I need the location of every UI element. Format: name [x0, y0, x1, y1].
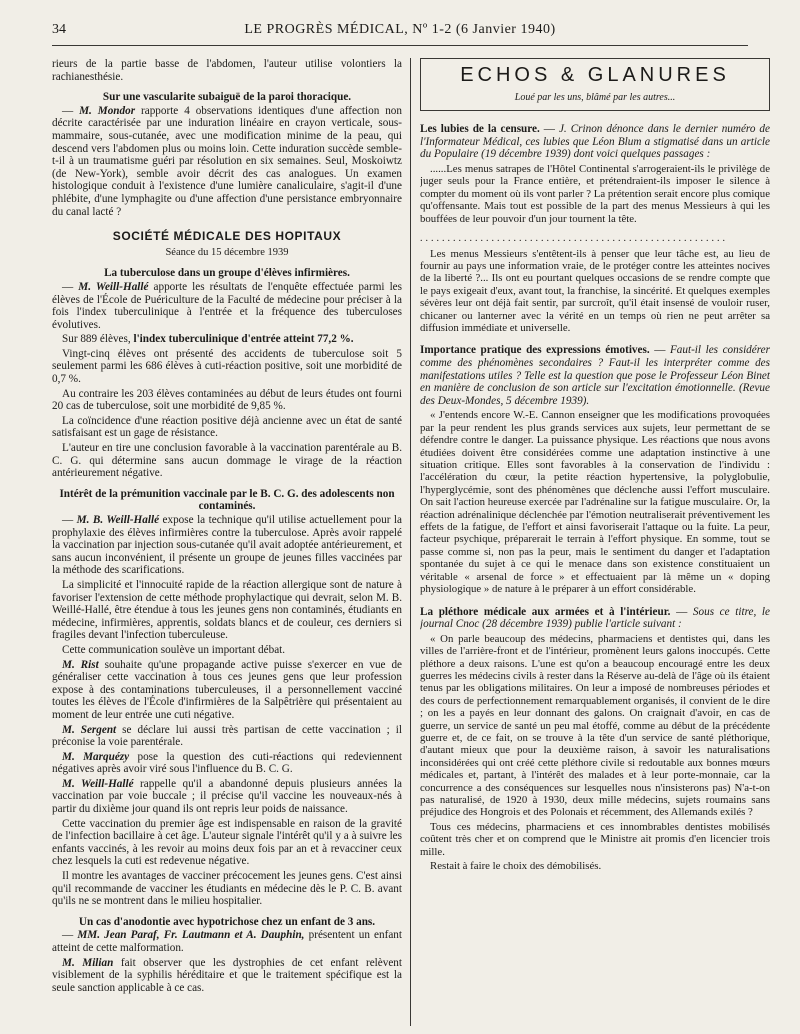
author-name: M. Mondor: [79, 104, 136, 117]
emotives-quote: « J'entends encore W.-E. Cannon enseigner que les modifications provoquées par la peur rendent les plus grands services aux sujets, leur permettant de se défendre contre le danger. La puissance physique. Les réactions que nous avons étudiées doivent être considérées comme une adaptation instinctive à une situation critique. Elles sont favorables à la conservation de l'individu : l'accélération du cœur, la petite réaction hypertensive, la polyglobulie, l'hyperglycémie, sont des phénomènes que déclenche aussi l'effort musculaire. On sait l'action heureuse exercée par l'adrénaline sur la fatigue musculaire. Or, la réaction adrénalinique déclenchée par l'émotion neutraliserait préventivement les effets de la fatigue, de l'effort et ainsi favoriserait l'attaque ou la fuite. La peur, facteur psychique, préparerait le terrain à l'effort physique. En somme, tout se passe comme si, non pas la peur, mais le sentiment du danger et l'adaptation spontanée du sujet à ce qui le menace dans son existence constituaient un véritable « arsenal de force » et effectuaient par là même un « doping physiologique » de nature à le préparer à un effort considérable.: [420, 409, 770, 596]
emotives-entry: Importance pratique des expressions émotives. — Faut-il les considérer comme des phénomènes secondaires ? Faut-il les interpréter comme des manifestations utiles ? Telle est la question que pose le Professeur Léon Binet en manière de conclusion de son article sur l'excitation émotionnelle. (Revue des Deux-Mondes, 5 décembre 1939). « J'entends encore W.-E. Cannon enseigner que les modifications provoquées par la peur rendent les plus grands services aux sujets, leur permettant de se défendre contre le danger. La puissance physique. Les réactions que nous avons étudiées doivent être considérées comme une adaptation instinctive à une situation critique. Elles sont favorables à la conservation de l'individu : l'accélération du cœur, la petite réaction hypertensive, la polyglobulie, l'hyperglycémie, sont des phénomènes que déclenche aussi l'effort musculaire. On sait l'action heureuse exercée par l'adrénaline sur la fatigue musculaire. Or, la réaction adrénalinique déclenchée par l'émotion neutraliserait préventivement les effets de la fatigue, de l'effort et ainsi favoriserait l'attaque ou la fuite. La peur, facteur psychique, préparerait le terrain à l'effort physique. En somme, tout se passe comme si, non pas la peur, mais le sentiment du danger et l'adaptation spontanée du sujet à ce qui le menace dans son existence constituaient un véritable « arsenal de force » et effectuaient par là même un « doping physiologique » de nature à le préparer à un effort considérable.: [420, 344, 770, 596]
vascularite-paragraph: — M. Mondor rapporte 4 observations identiques d'une affection non décrite caractérisée par une induration linéaire en crayon verticale, sous-mammaire, sous-cutanée, avec une modification minime de la peau, qui descend vers l'abdomen plus ou moins loin. Cette induration succède semble-t-il à un traumatisme guéri par résolution en six semaines. Seul, Moskoiwtz (de New-York), semble avoir décrit des cas analogues. Un examen histologique conduit à l'existence d'une lumière canaliculaire, s'agit-il d'une phlébite, d'une lymphagite ou d'une affection d'une persistance embryonnaire du canal lacté ?: [52, 104, 402, 218]
right-column: [420, 58, 770, 1026]
author-names: MM. Jean Paraf, Fr. Lautmann et A. Dauphin,: [77, 929, 305, 942]
running-head: [52, 22, 748, 42]
author-name: M. Weill-Hallé: [78, 280, 149, 293]
left-column: [52, 58, 402, 1026]
seance-date: Séance du 15 décembre 1939: [165, 246, 289, 258]
sergent-paragraph: M. Sergent se déclare lui aussi très partisan de cette vaccination ; il préconise la voie parentérale.: [52, 723, 402, 749]
intro-paragraph: rieurs de la partie basse de l'abdomen, l'auteur utilise volontiers la rachianesthésie.: [52, 58, 402, 83]
emotives-title: Importance pratique des expressions émotives.: [420, 344, 650, 357]
lubies-quote-1: ......Les menus satrapes de l'Hôtel Continental s'arrogeraient-ils le privilège de juger seuls pour la France entière, et prétendraient-ils imposer le silence à compter du moment où ils vont parler ? La prétention serait encore plus comique qu'offensante. Mais tout est possible de la part des menus Messieurs à qui les bouffées de leur pouvoir d'un jour tournent la tête.: [420, 162, 770, 225]
society-title: SOCIÉTÉ MÉDICALE DES HOPITAUX: [112, 229, 342, 244]
tuberculose-morbidity: Vingt-cinq élèves ont présenté des accidents de tuberculose soit 5 seulement parmi les 686 élèves à cuti-réaction positive, soit une morbidité de 0,7 %.: [52, 347, 402, 386]
ellipsis-divider: ........................................................: [420, 233, 728, 244]
rist-paragraph: M. Rist souhaite qu'une propagande active puisse s'exercer en vue de généraliser cette vaccination à tous ces jeunes gens que leur profession expose à des contaminations tuberculeuses, il a personnellement vacciné toutes les élèves de l'École d'infirmières de la Salpêtrière qui présentaient au moment de leur entrée une cuti négative.: [52, 658, 402, 721]
plethore-title: La pléthore médicale aux armées et à l'intérieur.: [420, 605, 671, 618]
journal-title: LE PROGRÈS MÉDICAL, Nº 1-2 (6 Janvier 1940): [244, 22, 556, 37]
plethore-intro: Sous ce titre, le journal Cnoc (28 décembre 1939) publie l'article suivant :: [420, 605, 770, 631]
author-name: M. B. Weill-Hallé: [76, 514, 160, 526]
tuberculose-index: Sur 889 élèves, l'index tuberculinique d'entrée atteint 77,2 %.: [62, 333, 354, 346]
vascularite-title: Sur une vascularite subaiguë de la paroi thoracique.: [102, 91, 352, 104]
tuberculose-coincidence: La coïncidence d'une réaction positive déjà ancienne avec un état de santé satisfaisant est un gage de résistance.: [52, 414, 402, 440]
premunition-debate: Cette communication soulève un important débat.: [62, 643, 286, 656]
plethore-dentists: Tous ces médecins, pharmaciens et ces innombrables dentistes mobilisés coûtent très cher et on comprend que le Ministre ait promis d'en licencier trois mille.: [420, 820, 770, 858]
vaccination-students: Il montre les avantages de vacciner précocement les jeunes gens. C'est ainsi qu'il recommande de vacciner les étudiants en médecine dès le P. C. B. avant qu'ils ne se montrent dans le milieu hospitalier.: [52, 870, 402, 908]
emotives-intro: Faut-il les considérer comme des phénomènes secondaires ? Faut-il les interpréter comme des manifestations utiles ? Telle est la question que pose le Professeur Léon Binet en manière de conclusion de son article sur l'excitation émotionnelle. (Revue des Deux-Mondes, 5 décembre 1939).: [420, 344, 770, 407]
lubies-title: Les lubies de la censure.: [420, 123, 540, 136]
vaccination-paragraph: Cette vaccination du premier âge est indispensable en raison de la gravité de l'infection bacillaire à cet âge. L'auteur signale l'intérêt qu'il y a à suivre les enfants vaccinés, à les revoir au moins deux fois par an et à revacciner ceux chez lesquels la cuti est redevenue négative.: [52, 817, 402, 868]
plethore-entry: La pléthore médicale aux armées et à l'intérieur. — Sous ce titre, le journal Cnoc (28 décembre 1939) publie l'article suivant : « On parle beaucoup des médecins, pharmaciens et dentistes qui, dans les villes de l'arrière-front et de l'intérieur, promènent leurs galons inoccupés. Cette pléthore a deux raisons. L'une est qu'on a beaucoup encouragé entre les deux guerres les médecins civils à rester dans la Réserve au-delà de l'âge où ils étaient tenus par les obligations militaires. On leur a imposé de nombreuses périodes et des cours de perfectionnement remarquablement organisés, il convient de le dire ; on les a payés en leur donnant des galons. On craignait d'avoir, en cas de guerre, un service de santé un peu mal étoffé, comme au début de la précédente guerre et, de ce fait, on se trouve à la tête d'un service de santé pléthorique, d'autant mieux que pour la deuxième raison, à savoir les naturalisations inconsidérées qui ont créé cette pléthore civile si redoutable aux bonnes mœurs médicales et, partant, à l'intérêt des malades et à leur porte-monnaie, car la concurrence a des conséquences sur lesquelles nous n'insisterons pas) N'a-t-on pas naturalisé, de 1920 à 1930, deux mille médecins, sujets roumains sans préjudice des Hongrois et des Polonais et récemment, des Allemands exilés ? Tous ces médecins, pharmaciens et ces innombrables dentistes mobilisés coûtent très cher et on comprend que le Ministre ait promis d'en licencier trois mille. Restait à faire le choix des démobilisés.: [420, 605, 770, 872]
column-separator: [410, 58, 411, 1026]
lubies-quote-2: Les menus Messieurs s'entêtent-ils à penser que leur tâche est, au lieu de fournir au pays une information vraie, de le protéger contre les atteintes nocives de la liberté ?... Ils ont eu pourtant quelques occasions de se rendre compte que le pays exigeait d'eux, avant tout, la franchise, la sincérité. Et quelques exemples sévères leur ont déjà fait sentir, par surcroît, qu'il était insensé de vouloir ruser, chicaner ou lanterner avec la vérité en un temps où rien ne peut arrêter sa diffusion immédiate et universelle.: [420, 247, 770, 335]
header-rule: [52, 45, 748, 46]
tuberculose-title: La tuberculose dans un groupe d'élèves infirmières.: [104, 267, 350, 280]
lubies-intro: J. Crinon dénonce dans le dernier numéro de l'Informateur Médical, ces lubies que Léon Blum a stigmatisé dans un article du Populaire (19 décembre 1939) dont voici quelques passages :: [420, 123, 770, 161]
tuberculose-conclusion: L'auteur en tire une conclusion favorable à la vaccination parentérale au B. C. G. qui détermine sans aucun dommage le virage de la réaction antérieurement négative.: [52, 442, 402, 480]
echos-header: [420, 58, 770, 111]
tuberculose-text: apporte les résultats de l'enquête effectuée parmi les élèves de l'École de Puériculture de la Faculté de médecine pour préciser à la fois l'index tuberculinique à l'entrée et la fréquence des tuberculoses évolutives.: [52, 280, 402, 331]
anodontie-title: Un cas d'anodontie avec hypotrichose chez un enfant de 3 ans.: [78, 915, 376, 928]
premunition-title: Intérêt de la prémunition vaccinale par le B. C. G. des adolescents non contaminés.: [59, 487, 395, 513]
tuberculose-paragraph: — M. Weill-Hallé apporte les résultats de l'enquête effectuée parmi les élèves de l'École de Puériculture de la Faculté de médecine pour préciser à la fois l'index tuberculinique à l'entrée et la fréquence des tuberculoses évolutives.: [52, 280, 402, 331]
weill-halle-paragraph: M. Weill-Hallé rappelle qu'il a abandonné depuis plusieurs années la vaccination par voie buccale ; il précise qu'il vaccine les nouveaux-nés à partir du dixième jour quand ils ont repris leur poids de naissance.: [52, 777, 402, 816]
vascularite-text: rapporte 4 observations identiques d'une affection non décrite caractérisée par une induration linéaire en crayon verticale, sous-mammaire, sous-cutanée, avec une modification minime de la peau, qui descend vers l'abdomen plus ou moins loin. Cette induration succède semble-t-il à un traumatisme guéri par résolution en six semaines. Seul, Moskoiwtz (de New-York), semble avoir décrit des cas analogues. Un examen histologique conduit à l'existence d'une lumière canaliculaire, s'agit-il d'une phlébite, d'une lymphagite ou d'une affection d'une persistance embryonnaire du canal lacté ?: [52, 104, 402, 218]
plethore-quote: « On parle beaucoup des médecins, pharmaciens et dentistes qui, dans les villes de l'arrière-front et de l'intérieur, promènent leurs galons inoccupés. Cette pléthore a deux raisons. L'une est qu'on a beaucoup encouragé entre les deux guerres les médecins civils à rester dans la Réserve au-delà de l'âge où ils étaient tenus par les obligations militaires. On leur a imposé de nombreuses périodes et des cours de perfectionnement remarquablement organisés, il convient de le dire ; on les a payés en leur donnant des galons. On craignait d'avoir, en cas de guerre, un service de santé un peu mal étoffé, comme au début de la précédente guerre et, de ce fait, on se trouve à la tête d'un service de santé pléthorique, d'autant mieux que pour la deuxième raison, à savoir les naturalisations inconsidérées qui ont créé cette pléthore civile si redoutable aux bonnes mœurs médicales et, partant, à l'intérêt des malades et à leur porte-monnaie, car la concurrence a des conséquences sur lesquelles nous n'insisterons pas) N'a-t-on pas naturalisé, de 1920 à 1930, deux mille médecins, sujets roumains sans préjudice des Hongrois et des Polonais et récemment, des Allemands exilés ?: [420, 632, 770, 819]
lubies-entry: Les lubies de la censure. — J. Crinon dénonce dans le dernier numéro de l'Informateur Médical, ces lubies que Léon Blum a stigmatisé dans un article du Populaire (19 décembre 1939) dont voici quelques passages : ......Les menus satrapes de l'Hôtel Continental s'arrogeraient-ils le privilège de juger seuls pour la France entière, et prétendraient-ils imposer le silence à compter du moment où ils vont parler ? La prétention serait encore plus comique qu'offensante. Mais tout est possible de la part des menus Messieurs à qui les bouffées de leur pouvoir d'un jour tournent la tête. ........................................................ Les menus Messieurs s'entêtent-ils à penser que leur tâche est, au lieu de fournir au pays une information vraie, de le protéger contre les atteintes nocives de la liberté ?... Ils ont eu pourtant quelques occasions de se rendre compte que le pays exigeait d'eux, avant tout, la franchise, la sincérité. Et quelques exemples sévères leur ont déjà fait sentir, par surcroît, qu'il était insensé de vouloir ruser, chicaner ou lanterner avec la vérité en un temps où rien ne peut arrêter sa diffusion immédiate et universelle.: [420, 123, 770, 335]
tuberculose-contaminated: Au contraire les 203 élèves contaminées au début de leurs études ont fourni 20 cas de tuberculose, soit une morbidité de 9,85 %.: [52, 387, 402, 413]
echos-subtitle: Loué par les uns, blâmé par les autres...: [514, 91, 676, 103]
anodontie-paragraph: — MM. Jean Paraf, Fr. Lautmann et A. Dauphin, présentent un enfant atteint de cette malformation.: [52, 929, 402, 954]
marquezy-paragraph: M. Marquézy pose la question des cuti-réactions qui redeviennent négatives après avoir viré sous l'influence du B. C. G.: [52, 750, 402, 776]
premunition-simplicity: La simplicité et l'innocuité rapide de la réaction allergique sont de nature à favoriser l'extension de cette méthode prophylactique qui devrait, selon M. B. Weillé-Hallé, être étendue à tous les jeunes gens non contaminés, étudiants en médecine, infirmières, apprentis, soldats blancs et de couleur, ces derniers si fragiles devant l'infection tuberculeuse.: [52, 578, 402, 642]
echos-title: ECHOS & GLANURES: [460, 64, 730, 86]
plethore-closing: Restait à faire le choix des démobilisés.: [430, 860, 602, 872]
premunition-paragraph: — M. B. Weill-Hallé expose la technique qu'il utilise actuellement pour la prophylaxie des élèves infirmières contre la tuberculose. Après avoir rappelé la vaccination par injection sous-cutanée qu'il avait adoptée antérieurement, et sans aucun inconvénient, il présente un groupe de jeunes filles vaccinées par la méthode des scarifications.: [52, 514, 402, 577]
page-number: 34: [52, 22, 66, 37]
milian-paragraph: M. Milian fait observer que les dystrophies de cet enfant relèvent visiblement de la syphilis héréditaire et que le traitement spécifique est la seule sanction applicable à ce cas.: [52, 956, 402, 994]
